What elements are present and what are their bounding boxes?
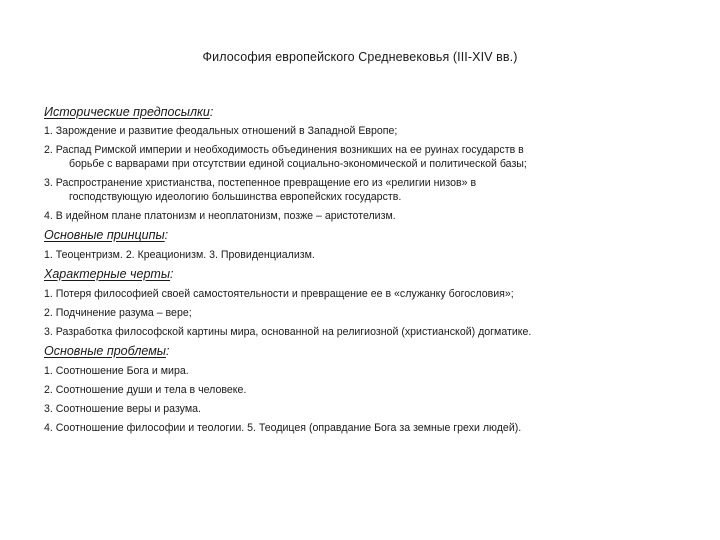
slide-content <box>44 104 684 435</box>
problems-item-1: 1. Соотношение Бога и мира. <box>44 365 189 377</box>
principles-item-1: 1. Теоцентризм. 2. Креационизм. 3. Провиденциализм. <box>44 249 315 261</box>
section-heading-historical-colon: : <box>209 105 214 119</box>
section-heading-problems-colon: : <box>166 344 170 358</box>
section-heading-historical-text: Исторические предпосылки <box>44 105 210 119</box>
historical-item-2-continued: борьбе с варварами при отсутствии единой социально-экономической и политической базы; <box>69 158 527 170</box>
section-heading-historical <box>44 104 684 120</box>
section-heading-problems <box>44 343 684 359</box>
section-heading-features-colon: : <box>170 267 174 281</box>
historical-item-4: 4. В идейном плане платонизм и неоплатонизм, позже – аристотелизм. <box>44 210 396 222</box>
section-heading-problems-text: Основные проблемы <box>44 344 166 358</box>
section-heading-features <box>44 266 684 282</box>
historical-item-1: 1. Зарождение и развитие феодальных отношений в Западной Европе; <box>44 125 398 137</box>
slide-title: Философия европейского Средневековья (III-XIV вв.) <box>202 50 518 64</box>
section-heading-principles-colon: : <box>164 228 169 242</box>
problems-item-2: 2. Соотношение души и тела в человеке. <box>44 384 247 396</box>
features-item-1: 1. Потеря философией своей самостоятельности и превращение ее в «служанку богословия»; <box>44 288 514 300</box>
historical-item-2: 2. Распад Римской империи и необходимость объединения возникших на ее руинах государств в <box>44 144 524 156</box>
historical-item-3-continued: господствующую идеологию большинства европейских государств. <box>69 191 402 203</box>
historical-item-3: 3. Распространение христианства, постепенное превращение его из «религии низов» в <box>44 177 477 189</box>
problems-item-3: 3. Соотношение веры и разума. <box>44 403 201 415</box>
features-item-2: 2. Подчинение разума – вере; <box>44 307 192 319</box>
section-heading-principles-text: Основные принципы <box>44 228 165 242</box>
section-heading-features-text: Характерные черты <box>44 267 171 281</box>
section-heading-principles <box>44 227 684 243</box>
problems-item-4: 4. Соотношение философии и теологии. 5. Теодицея (оправдание Бога за земные грехи людей). <box>44 422 522 434</box>
features-item-3: 3. Разработка философской картины мира, основанной на религиозной (христианской) догматике. <box>44 326 532 338</box>
